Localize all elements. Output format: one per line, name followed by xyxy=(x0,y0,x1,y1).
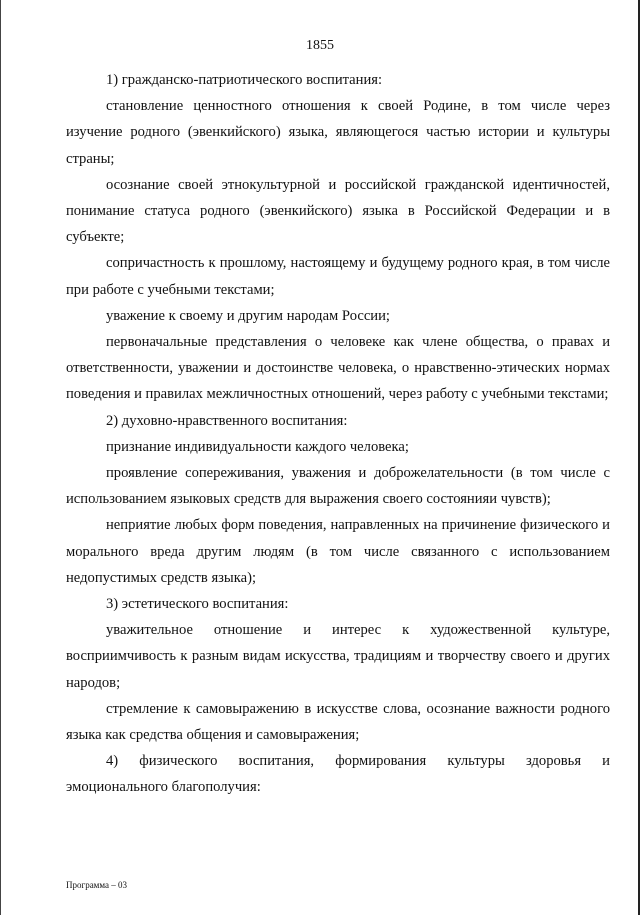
document-body xyxy=(66,67,610,801)
paragraph: стремление к самовыражению в искусстве слова, осознание важности родного языка как средства общения и самовыражения; xyxy=(66,700,610,744)
scan-edge-left xyxy=(0,0,1,915)
paragraph: становление ценностного отношения к своей Родине, в том числе через изучение родного (эвенкийского) языка, являющегося частью истории и культуры страны; xyxy=(66,98,610,167)
paragraph: осознание своей этнокультурной и российской гражданской идентичностей, понимание статуса родного (эвенкийского) языка в Российской Федерации и в субъекте; xyxy=(66,176,610,246)
paragraph-civic-heading: 1) гражданско-патриотического воспитания: xyxy=(106,72,383,88)
paragraph-physical-heading: 4) физического воспитания, формирования культуры здоровья и эмоционального благополучия: xyxy=(66,753,610,796)
paragraph: проявление сопереживания, уважения и доброжелательности (в том числе с использованием языковых средств для выражения своего состоянияи чувств); xyxy=(66,465,610,508)
paragraph-aesthetic-heading: 3) эстетического воспитания: xyxy=(106,596,289,613)
paragraph: уважение к своему и другим народам России; xyxy=(106,307,390,324)
paragraph-spiritual-heading: 2) духовно-нравственного воспитания: xyxy=(106,412,348,429)
paragraph: уважительное отношение и интерес к художественной культуре, восприимчивость к разным видам искусства, традициям и творчеству своего и других народов; xyxy=(66,622,610,691)
paragraph: признание индивидуальности каждого человека; xyxy=(106,438,409,455)
paragraph: неприятие любых форм поведения, направленных на причинение физического и морального вреда другим людям (в том числе связанного с использованием недопустимых средств языка); xyxy=(66,517,610,586)
page-number: 1855 xyxy=(306,38,334,53)
footer-program-label: Программа – 03 xyxy=(66,880,128,890)
paragraph: первоначальные представления о человеке как члене общества, о правах и ответственности, уважении и достоинстве человека, о нравственно-этических нормах поведения и правилах межличностных отношений, через работу с учебными текстами; xyxy=(66,334,610,403)
paragraph: сопричастность к прошлому, настоящему и будущему родного края, в том числе при работе с учебными текстами; xyxy=(66,255,610,298)
